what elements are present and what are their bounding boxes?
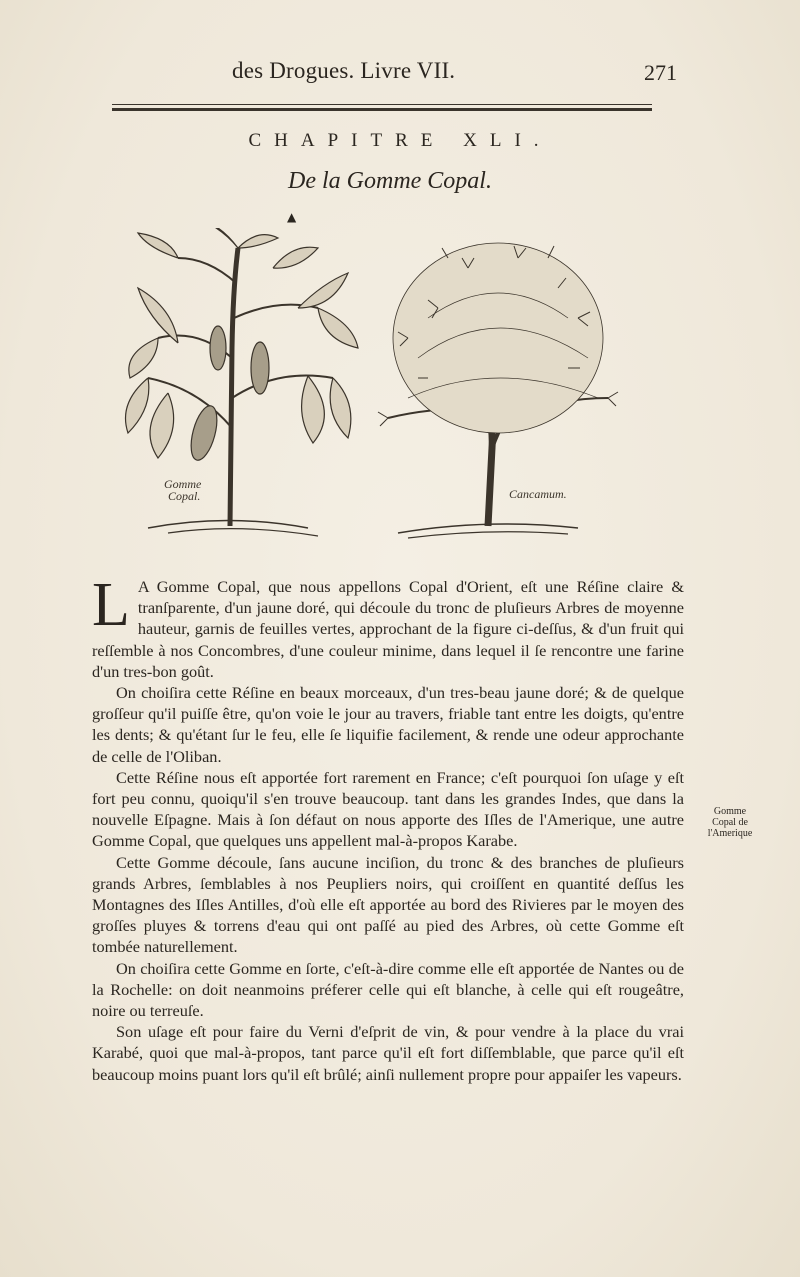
paragraph-5: On choiſira cette Gomme en ſorte, c'eſt-à-dire comme elle eſt apportée de Nantes ou de la Rochelle: on doit neanmoins préferer celle qui eſt blanche, à celle qui eſt rougeâtre, noire ou terreuſe. [92,958,684,1021]
plate-caption-gomme: Gomme [164,477,202,491]
copal-tree-illustration [126,228,359,536]
paragraph-3: Cette Réſine nous eſt apportée fort rarement en France; c'eſt pourquoi ſon uſage y eſt fort peu connu, quoiqu'il s'en trouve beaucoup. tant dans les grandes Indes, que dans la nouvelle Eſpagne. Mais à ſon défaut on nous apporte des Iſles de l'Amerique, une autre Gomme Copal, que quelques uns appellent mal-à-propos Karabe. [92,767,684,851]
plate-caption-copal: Copal. [168,489,201,503]
chapter-heading: CHAPITRE XLI. [248,130,552,151]
running-head: des Drogues. Livre VII. [232,58,456,83]
paragraph-4: Cette Gomme découle, ſans aucune inciſion, du tronc & des branches de pluſieurs grands Arbres, ſemblables à nos Peupliers noirs, qui croiſſent en quantité deſſus les Montagnes des Iſles Antilles, d'où elle eſt apportée au bord des Rivieres par le moyen des groſſes pluyes & torrens d'eau qui ont paſſé au pied des Arbres, où cette Gomme eſt tombée naturellement. [92,852,684,957]
margin-note-line: l'Amerique [707,828,753,839]
paragraph-1-text: A Gomme Copal, que nous appellons Copal d'Orient, eſt une Réſine claire & tranſparente, d'un jaune doré, qui découle du tronc de pluſieurs Arbres de moyenne hauteur, garnis de feuilles vertes, approchant de la figure ci-deſſus, & d'un fruit qui reſſemble à nos Concombres, d'une couleur minime, dans lequel il ſe rencontre une farine d'un tres-bon goût. [92,577,684,681]
cancamum-tree-illustration [378,243,618,538]
page-number: 271 [644,60,677,85]
margin-note-line: Gomme [713,806,747,817]
ornament-mark: ▲ [287,210,297,224]
plate-caption-cancamum: Cancamum. [509,487,567,501]
margin-note-line: Copal de [712,817,748,828]
paragraph-6: Son uſage eſt pour faire du Verni d'eſprit de vin, & pour vendre à la place du vrai Karabé, quoi que mal-à-propos, tant parce qu'il eſt fort diſſemblable, que parce qu'il eſt beaucoup moins puant lors qu'il eſt brûlé; ainſi nullement propre pour appaiſer les vapeurs. [92,1022,684,1084]
header-rule-thin [112,104,652,105]
paragraph-2: On choiſira cette Réſine en beaux morceaux, d'un tres-beau jaune doré; & de quelque groſſeur qu'il puiſſe être, qu'on voie le jour au travers, friable tant entre les doigts, qu'entre les dents; & qu'étant ſur le feu, elle ſe liquifie facilement, & rende une odeur approchante de celle de l'Oliban. [92,683,684,766]
drop-cap: L [92,571,130,639]
header-rule-thick [112,108,652,111]
margin-note [690,806,770,839]
chapter-title: De la Gomme Copal. [288,168,492,194]
body-text [92,571,684,1085]
paragraph-1 [92,571,684,682]
